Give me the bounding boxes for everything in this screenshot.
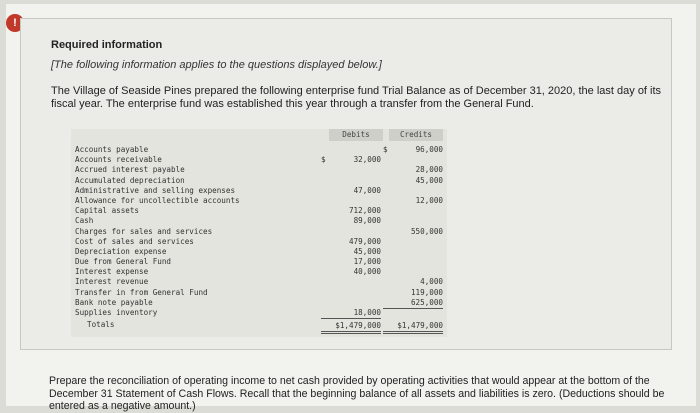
debit-cell <box>321 298 381 308</box>
debit-cell <box>321 186 381 196</box>
credit-cell <box>383 298 443 309</box>
required-information-panel <box>20 18 672 412</box>
total-debits: $1,479,000 <box>321 321 381 334</box>
account-name: Depreciation expense <box>75 246 167 256</box>
currency-symbol: $ <box>383 145 388 154</box>
debit-cell <box>321 288 381 298</box>
debit-cell-value: 18,000 <box>353 308 381 317</box>
credit-cell <box>383 145 443 155</box>
panel-title: Required information <box>51 39 163 51</box>
credit-cell <box>383 227 443 237</box>
credits-header: Credits <box>389 129 443 141</box>
credit-cell <box>383 206 443 216</box>
panel-note: [The following information applies to the questions displayed below.] <box>51 59 382 71</box>
debit-cell <box>321 308 381 319</box>
debit-cell <box>321 257 381 267</box>
credit-cell-value: 12,000 <box>415 195 443 205</box>
debit-cell-value: 89,000 <box>353 216 381 226</box>
account-name: Accumulated depreciation <box>75 175 185 185</box>
debit-cell <box>321 155 381 165</box>
alert-icon: ! <box>6 14 24 32</box>
debit-cell <box>321 267 381 277</box>
credit-column <box>383 145 443 334</box>
debit-cell <box>321 237 381 247</box>
account-name: Charges for sales and services <box>75 226 213 236</box>
debit-cell-value: 40,000 <box>353 267 381 277</box>
debit-cell <box>321 176 381 186</box>
credit-cell <box>383 237 443 247</box>
debit-cell <box>321 216 381 226</box>
debit-cell-value: 479,000 <box>348 236 381 246</box>
credit-cell <box>383 186 443 196</box>
account-name: Allowance for uncollectible accounts <box>75 195 240 205</box>
credit-cell-value: 625,000 <box>410 297 443 307</box>
currency-symbol: $ <box>321 155 326 165</box>
page <box>6 4 696 412</box>
debit-cell <box>321 145 381 155</box>
account-name: Interest revenue <box>75 277 149 287</box>
credit-cell <box>383 309 443 319</box>
account-name: Administrative and selling expenses <box>75 185 236 195</box>
credit-cell <box>383 267 443 277</box>
account-name: Bank note payable <box>75 297 153 307</box>
credit-cell-value: 28,000 <box>415 165 443 175</box>
account-name: Due from General Fund <box>75 257 172 267</box>
credit-cell <box>383 257 443 267</box>
intro-text: The Village of Seaside Pines prepared the following enterprise fund Trial Balance as of December 31, 2020, the last day of its fiscal year. The enterprise fund was established this year through a transfer from the General Fund. <box>51 85 662 110</box>
account-name: Supplies inventory <box>75 308 158 317</box>
credit-cell <box>383 155 443 165</box>
total-credits: $1,479,000 <box>383 321 443 334</box>
debit-column <box>321 145 381 334</box>
account-name: Accrued interest payable <box>75 165 185 175</box>
account-names <box>75 145 240 330</box>
credit-cell <box>383 176 443 186</box>
credit-cell-value: 119,000 <box>410 287 443 297</box>
account-name: Accounts receivable <box>75 155 162 165</box>
instructions-text: Prepare the reconciliation of operating income to net cash provided by operating activities that would appear at the bottom of the December 31 Statement of Cash Flows. Recall that the beginning balance of all assets and liabilities is zero. (Deductions should be entered as a negative amount.) <box>49 375 665 412</box>
debit-cell-value: 32,000 <box>353 155 381 165</box>
debit-cell-value: 712,000 <box>348 206 381 216</box>
debit-cell <box>321 277 381 287</box>
trial-balance-table <box>71 129 447 337</box>
credit-cell <box>383 247 443 257</box>
totals-label: Totals <box>87 320 115 330</box>
debit-cell-value: 47,000 <box>353 185 381 195</box>
debit-cell <box>321 206 381 216</box>
credit-cell-value: 550,000 <box>410 226 443 236</box>
credit-cell <box>383 165 443 175</box>
credit-cell <box>383 288 443 298</box>
account-name: Capital assets <box>75 206 140 216</box>
debit-cell-value: 17,000 <box>353 257 381 267</box>
debit-cell-value: 45,000 <box>353 246 381 256</box>
credit-cell <box>383 196 443 206</box>
credit-cell-value: 96,000 <box>415 145 443 154</box>
debit-cell <box>321 196 381 206</box>
credit-cell-value: 4,000 <box>420 277 443 287</box>
account-name: Accounts payable <box>75 145 149 154</box>
debit-cell <box>321 165 381 175</box>
account-name: Transfer in from General Fund <box>75 287 208 297</box>
account-name: Cash <box>75 216 94 226</box>
credit-cell-value: 45,000 <box>415 175 443 185</box>
credit-cell <box>383 277 443 287</box>
account-name: Cost of sales and services <box>75 236 194 246</box>
debit-cell <box>321 247 381 257</box>
account-name: Interest expense <box>75 267 149 277</box>
credit-cell <box>383 216 443 226</box>
debit-cell <box>321 227 381 237</box>
debits-header: Debits <box>329 129 383 141</box>
